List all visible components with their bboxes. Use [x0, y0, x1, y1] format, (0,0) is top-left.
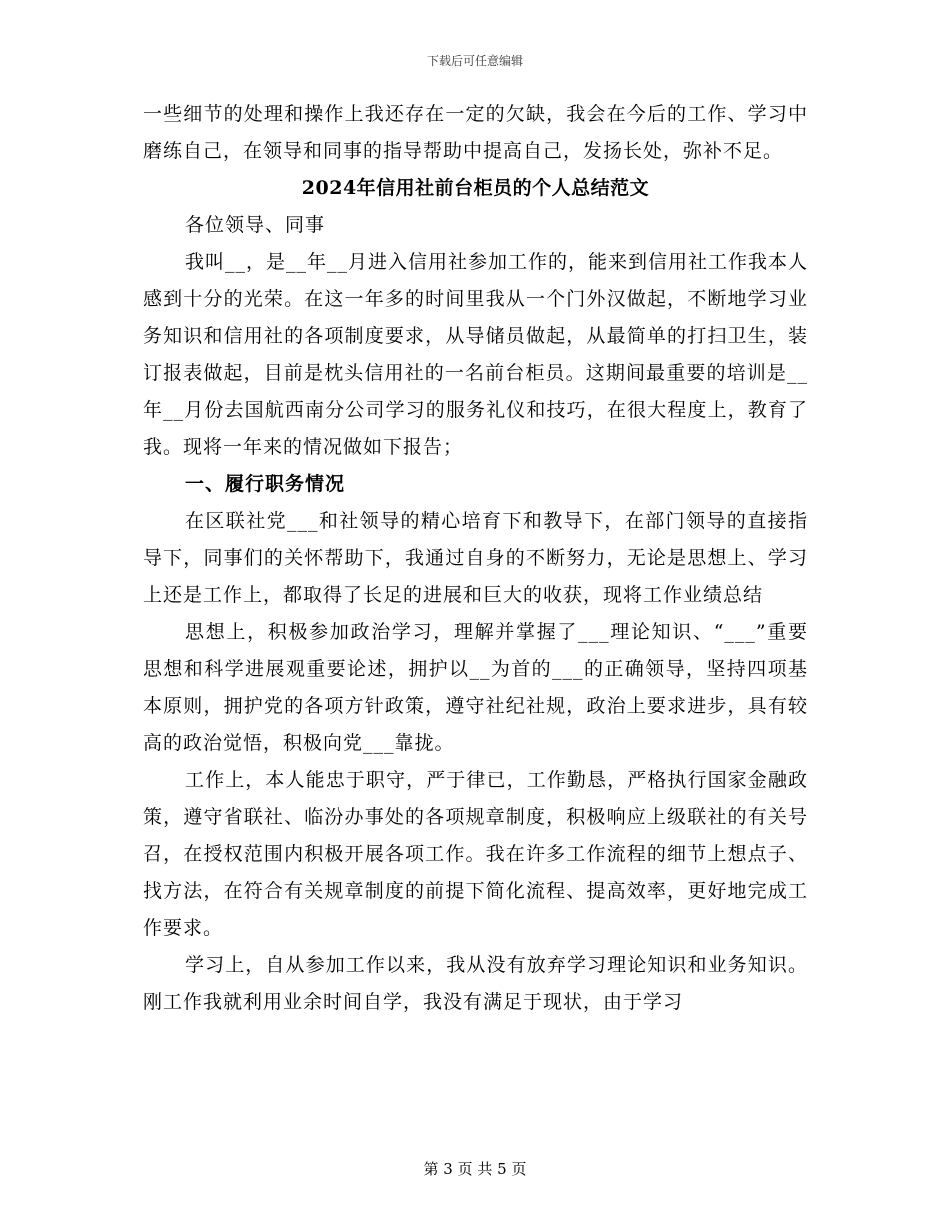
- page-number-footer: 第 3 页 共 5 页: [423, 1160, 527, 1178]
- paragraph-ideology: 思想上，积极参加政治学习，理解并掌握了___理论知识、“___”重要思想和科学进展观重要论述，拥护以__为首的___的正确领导，坚持四项基本原则，拥护党的各项方针政策，遵守社纪社规，政治上要求进步，具有较高的政治觉悟，积极向党___靠拢。: [143, 621, 808, 754]
- paragraph-work: 工作上，本人能忠于职守，严于律已，工作勤恳，严格执行国家金融政策，遵守省联社、临汾办事处的各项规章制度，积极响应上级联社的有关号召，在授权范围内积极开展各项工作。我在许多工作流程的细节上想点子、找方法，在符合有关规章制度的前提下简化流程、提高效率，更好地完成工作要求。: [143, 769, 808, 939]
- paragraph-introduction: 我叫__，是__年__月进入信用社参加工作的，能来到信用社工作我本人感到十分的光荣。在这一年多的时间里我从一个门外汉做起，不断地学习业务知识和信用社的各项制度要求，从导储员做起，从最简单的打扫卫生，装订报表做起，目前是枕头信用社的一名前台柜员。这期间最重要的培训是__年__月份去国航西南分公司学习的服务礼仪和技巧，在很大程度上，教育了我。现将一年来的情况做如下报告；: [143, 251, 809, 458]
- document-body: [143, 96, 808, 1021]
- paragraph-study: 学习上，自从参加工作以来，我从没有放弃学习理论知识和业务知识。刚工作我就利用业余时间自学，我没有满足于现状，由于学习: [143, 954, 808, 1013]
- section-heading-duties: 一、履行职务情况: [185, 473, 346, 495]
- paragraph-duties: 在区联社党___和社领导的精心培育下和教导下，在部门领导的直接指导下，同事们的关怀帮助下，我通过自身的不断努力，无论是思想上、学习上还是工作上，都取得了长足的进展和巨大的收获，现将工作业绩总结: [143, 510, 808, 606]
- intro-paragraph: 一些细节的处理和操作上我还存在一定的欠缺，我会在今后的工作、学习中磨练自己，在领导和同事的指导帮助中提高自己，发扬长处，弥补不足。: [143, 103, 808, 162]
- document-title: 2024年信用社前台柜员的个人总结范文: [301, 177, 650, 199]
- salutation: 各位领导、同事: [185, 214, 326, 236]
- page-header: 下载后可任意编辑: [426, 54, 523, 68]
